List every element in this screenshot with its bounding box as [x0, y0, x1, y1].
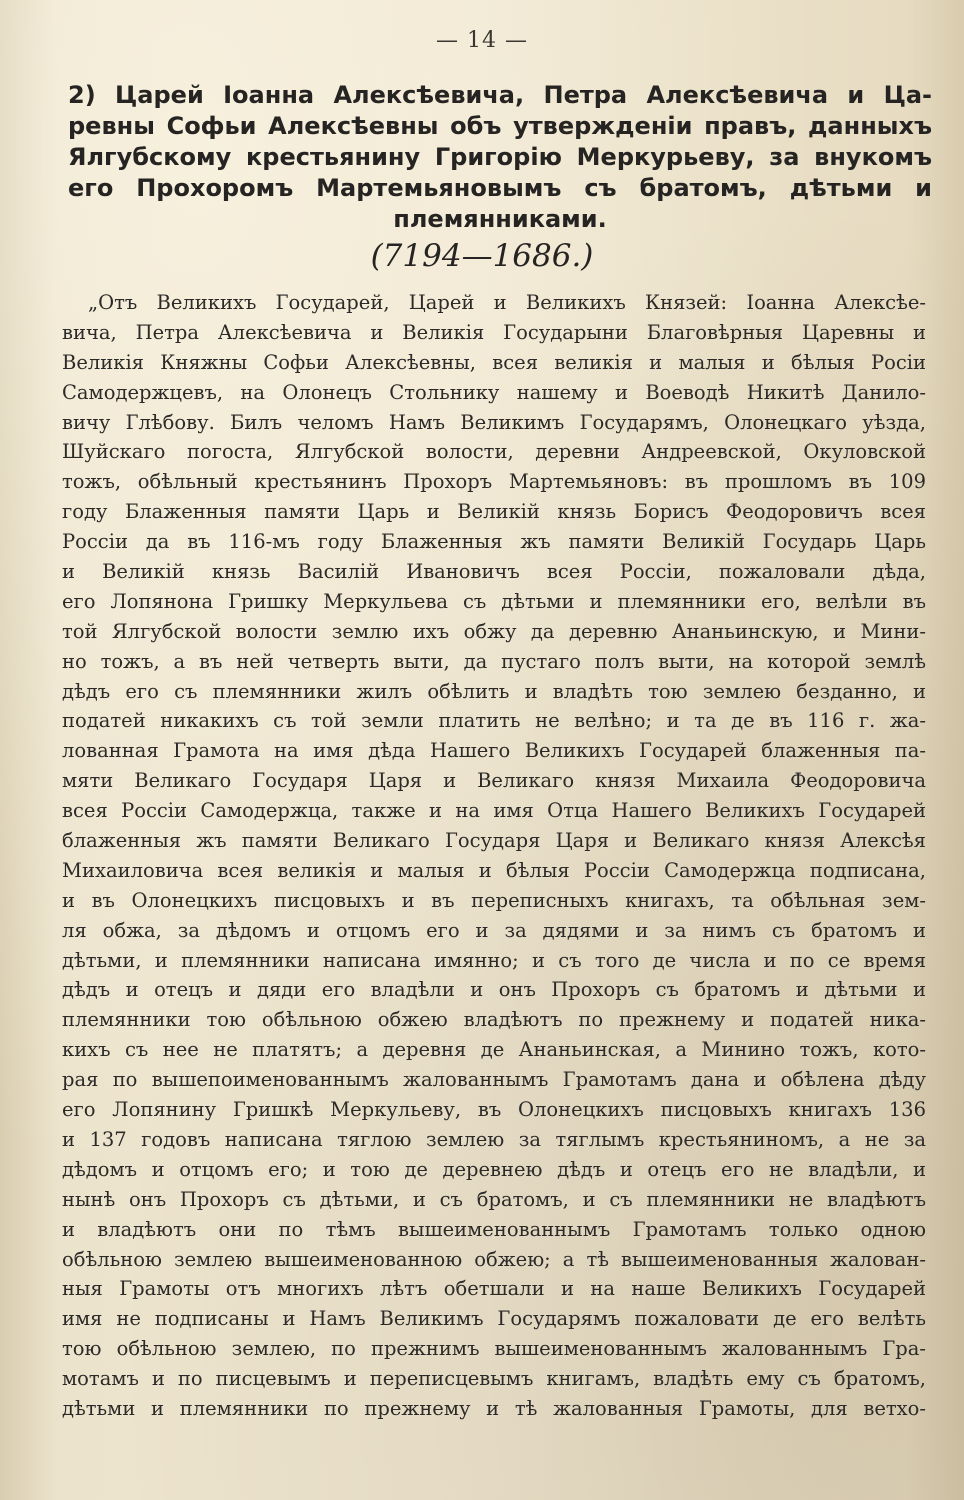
body-line: Михаиловича всея великія и малыя и бѣлыя Россіи Самодержца подписана, — [62, 858, 926, 882]
body-line: всея Россіи Самодержца, также и на имя Отца Нашего Великихъ Государей — [62, 799, 926, 823]
body-line: и владѣютъ они по тѣмъ вышеименованнымъ Грамотамъ только одною — [62, 1217, 926, 1241]
body-line: дѣтьми и племянники по прежнему и тѣ жалованныя Грамоты, для ветхо- — [62, 1396, 926, 1420]
body-line: дѣдъ его съ племянники жилъ обѣлить и владѣть тою землею безданно, и — [62, 679, 926, 703]
body-line: ныя Грамоты отъ многихъ лѣтъ обетшали и на наше Великихъ Государей — [62, 1277, 926, 1301]
body-line: дѣдъ и отецъ и дяди его владѣли и онъ Прохоръ съ братомъ и дѣтьми и — [62, 978, 926, 1002]
body-line: мотамъ и по писцевымъ и переписцевымъ книгамъ, владѣть ему съ братомъ, — [62, 1367, 926, 1391]
body-line: вича, Петра Алексѣевича и Великія Государыни Благовѣрныя Царевны и — [62, 320, 926, 344]
body-line: мяти Великаго Государя Царя и Великаго князя Михаила Феодоровича — [62, 769, 926, 793]
body-line: лованная Грамота на имя дѣда Нашего Великихъ Государей блаженныя па- — [62, 739, 926, 763]
document-date: (7194—1686.) — [370, 238, 594, 274]
body-line: дѣтьми, и племянники написана имянно; и съ того де числа и по се время — [62, 948, 926, 972]
body-line: той Ялгубской волости землю ихъ обжу да деревню Ананьинскую, и Мини- — [62, 619, 926, 643]
body-line: тою обѣльною землею, по прежнимъ вышеименованнымъ жалованнымъ Гра- — [62, 1337, 926, 1361]
heading-line: его Прохоромъ Мартемьяновымъ съ братомъ, дѣтьми и — [68, 174, 932, 202]
body-line: дѣдомъ и отцомъ его; и тою де деревнею дѣдъ и отецъ его не владѣли, и — [62, 1157, 926, 1181]
body-line: и 137 годовъ написана тяглою землею за тяглымъ крестьяниномъ, а не за — [62, 1127, 926, 1151]
body-line: Самодержцевъ, на Олонецъ Стольнику нашему и Воеводѣ Никитѣ Данило- — [62, 380, 926, 404]
body-line: но тожъ, а въ ней четверть выти, да пустаго полъ выти, на которой землѣ — [62, 649, 926, 673]
body-line: рая по вышепоименованнымъ жалованнымъ Грамотамъ дана и обѣлена дѣду — [62, 1068, 926, 1092]
body-line: кихъ съ нее не платятъ; а деревня де Ананьинская, а Минино тожъ, кото- — [62, 1038, 926, 1062]
body-line: „Отъ Великихъ Государей, Царей и Великихъ Князей: Іоанна Алексѣе- — [88, 291, 926, 314]
page-number: — 14 — — [436, 28, 528, 53]
heading-line: ревны Софьи Алексѣевны объ утвержденіи правъ, данныхъ — [68, 112, 932, 140]
heading-line: 2) Царей Іоанна Алексѣевича, Петра Алексѣевича и Ца- — [68, 81, 932, 109]
body-line: ля обжа, за дѣдомъ и отцомъ его и за дядями и за нимъ съ братомъ и — [62, 918, 926, 942]
body-line: Россіи да въ 116-мъ году Блаженныя жъ памяти Великій Государь Царь — [62, 530, 926, 554]
body-line: году Блаженныя памяти Царь и Великій князь Борисъ Феодоровичъ всея — [62, 500, 926, 524]
body-line: блаженныя жъ памяти Великаго Государя Царя и Великаго князя Алексѣя — [62, 829, 926, 853]
body-line: племянники тою обѣльною обжею владѣютъ по прежнему и податей ника- — [62, 1008, 926, 1032]
body-line: обѣльною землею вышеименованною обжею; а тѣ вышеименованныя жалован- — [62, 1247, 926, 1271]
document-heading — [68, 80, 932, 235]
body-line: имя не подписаны и Намъ Великимъ Государямъ пожаловати де его велѣть — [62, 1307, 926, 1331]
body-line: податей никакихъ съ той земли платить не велѣно; и та де въ 116 г. жа- — [62, 709, 926, 733]
body-line: Шуйскаго погоста, Ялгубской волости, деревни Андреевской, Окуловской — [62, 440, 926, 464]
document-body — [62, 288, 926, 1424]
body-line: тожъ, обѣльный крестьянинъ Прохоръ Мартемьяновъ: въ прошломъ въ 109 — [62, 470, 926, 494]
body-line: Великія Княжны Софьи Алексѣевны, всея великія и малыя и бѣлыя Росіи — [62, 350, 926, 374]
body-line: вичу Глѣбову. Билъ челомъ Намъ Великимъ Государямъ, Олонецкаго уѣзда, — [62, 410, 926, 434]
body-line: его Лопянона Гришку Меркульева съ дѣтьми и племянники его, велѣли въ — [62, 589, 926, 613]
heading-line: племянниками. — [393, 205, 607, 233]
body-line: и въ Олонецкихъ писцовыхъ и въ переписныхъ книгахъ, та обѣльная зем- — [62, 888, 926, 912]
heading-line: Ялгубскому крестьянину Григорію Меркурьеву, за внукомъ — [68, 143, 932, 171]
body-line: нынѣ онъ Прохоръ съ дѣтьми, и съ братомъ, и съ племянники не владѣютъ — [62, 1187, 926, 1211]
body-line: его Лопянину Гришкѣ Меркульеву, въ Олонецкихъ писцовыхъ книгахъ 136 — [62, 1098, 926, 1122]
body-line: и Великій князь Василій Ивановичъ всея Россіи, пожаловали дѣда, — [62, 560, 926, 584]
